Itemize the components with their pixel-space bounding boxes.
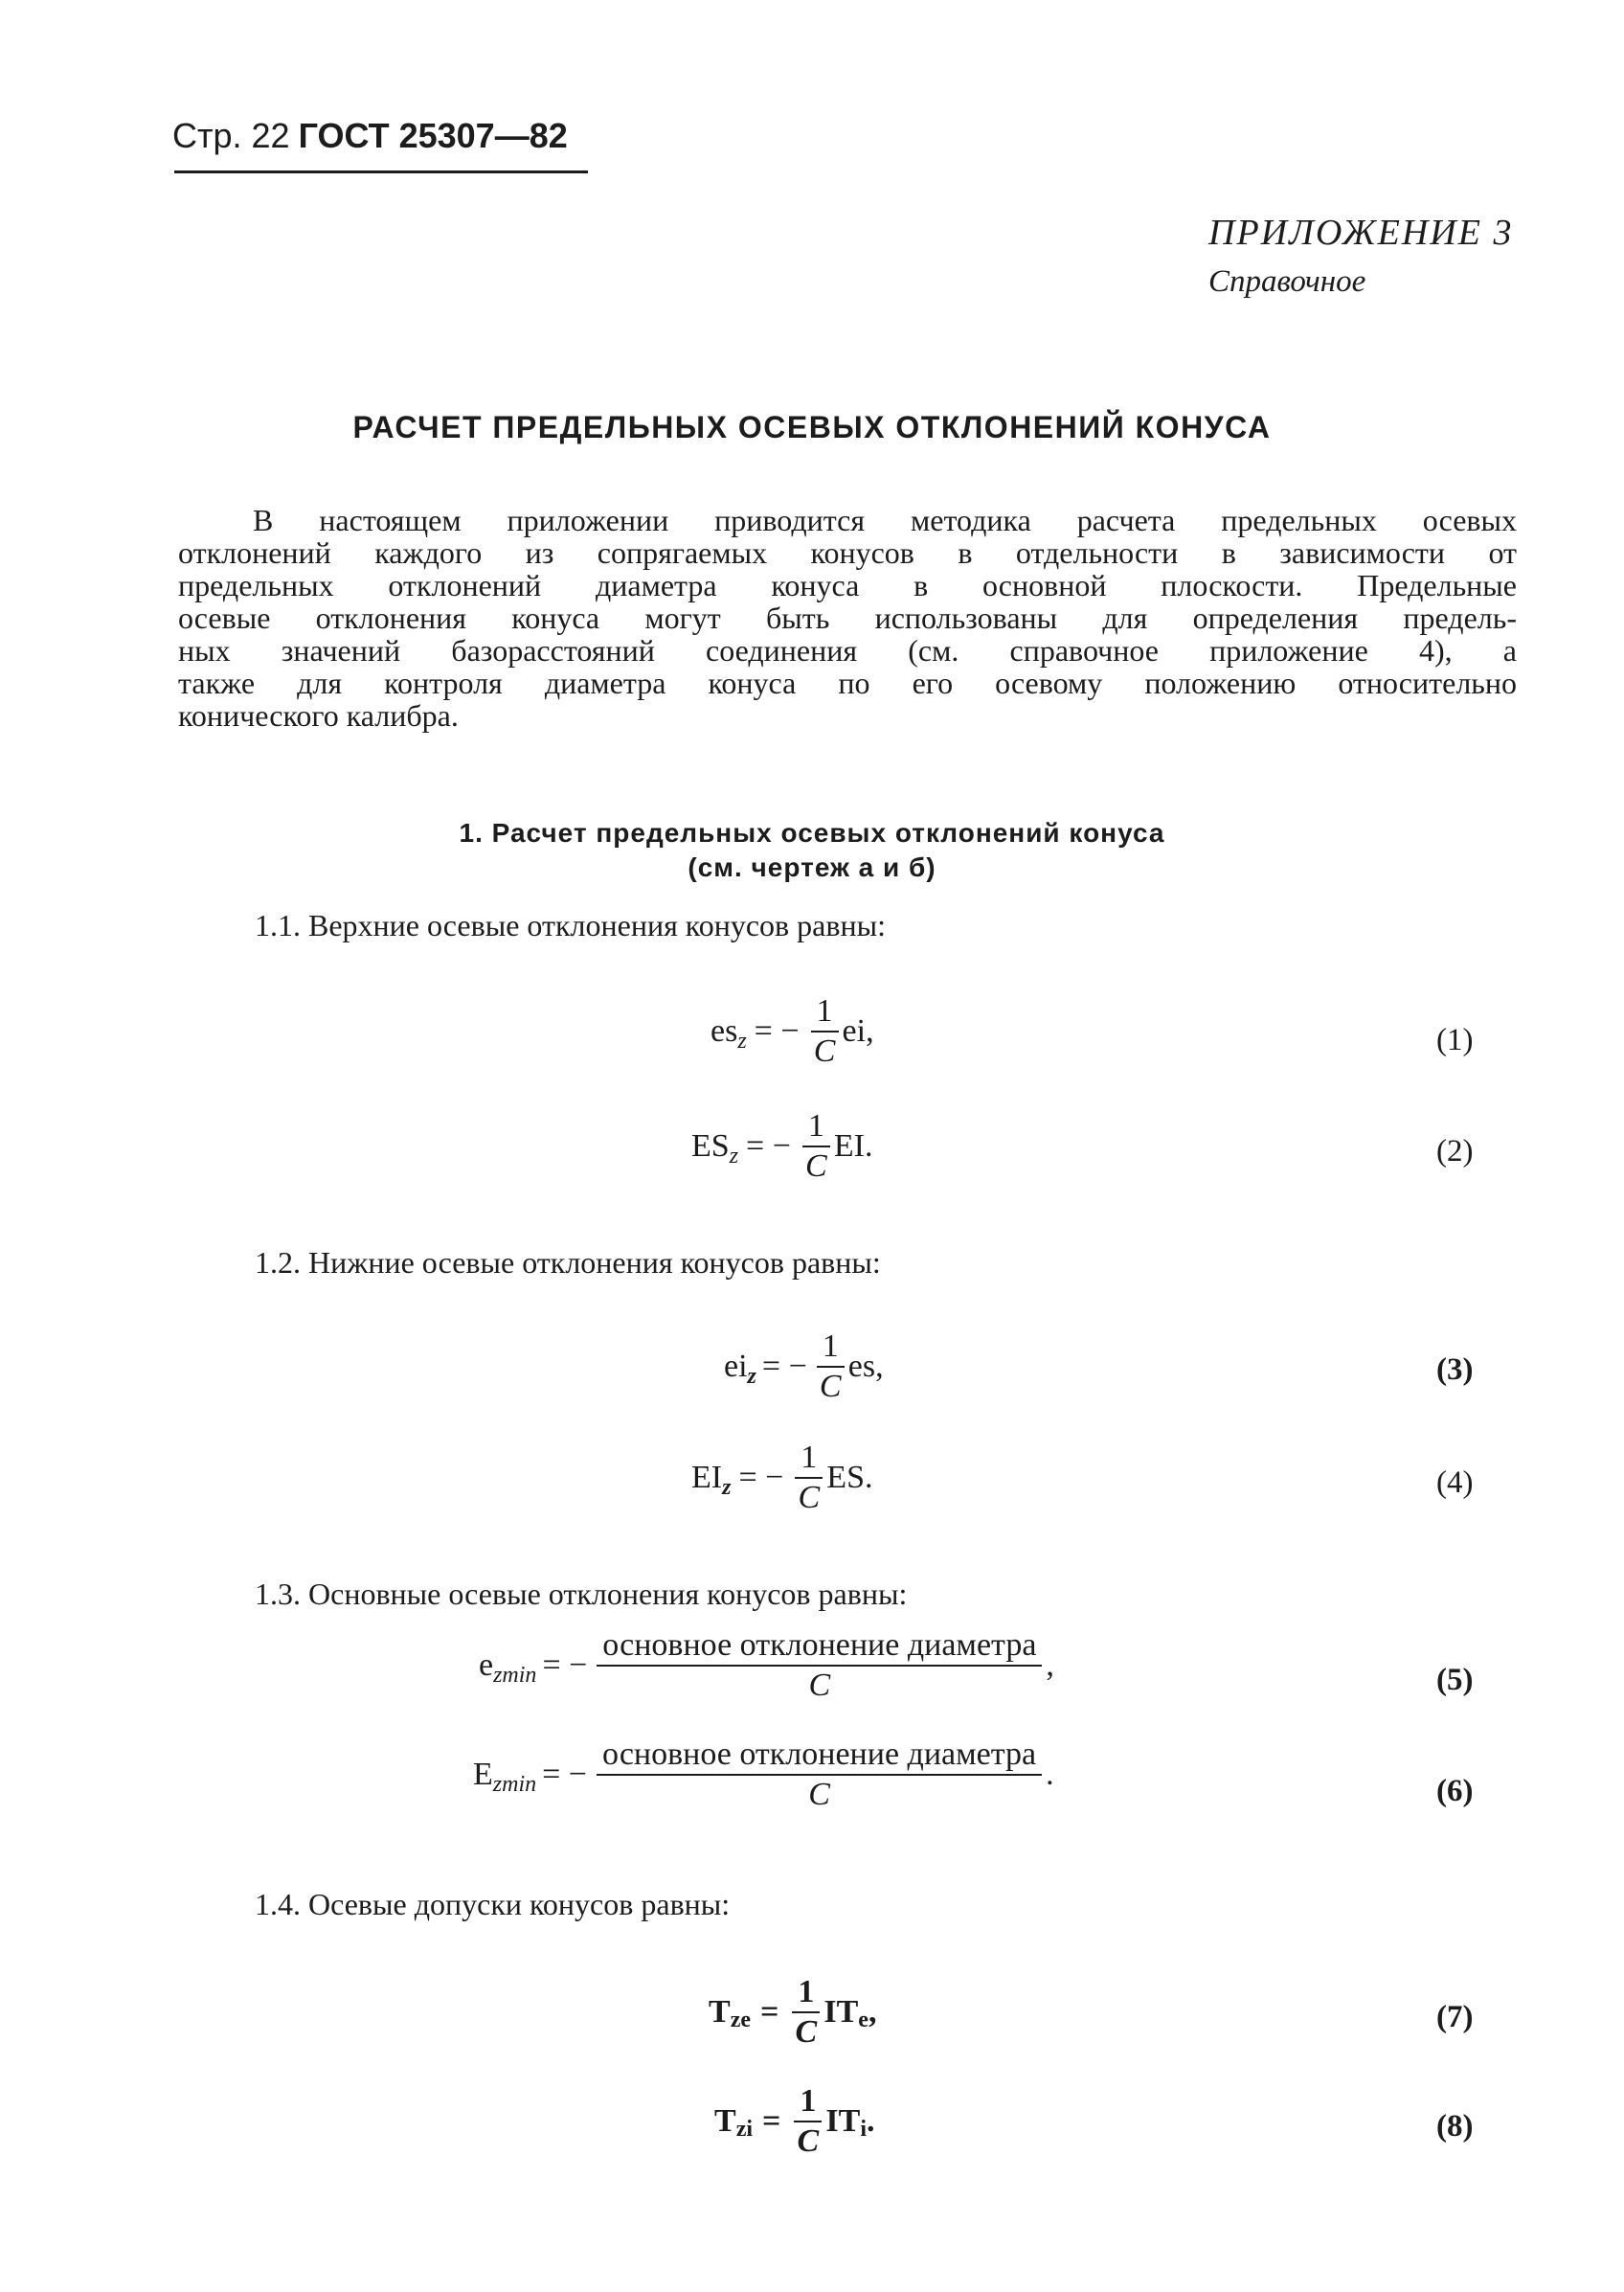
formula-lhs: E [473,1757,493,1792]
formula-fraction [802,1107,830,1186]
formula-rhs: , [1046,1647,1054,1683]
fraction-numerator: 1 [822,1328,839,1364]
formula-rhs-end: , [868,1994,877,2030]
standard-number: ГОСТ 25307—82 [298,116,568,155]
formula-op: = − [754,1013,800,1049]
appendix-subtitle: Справочное [1208,264,1366,299]
formula-op: = − [746,1128,791,1164]
intro-line: В настоящем приложении приводится методика расчета предельных осевых [253,503,1517,537]
formula-lhs-sub: z [747,1363,756,1389]
clause-1-1: 1.1. Верхние осевые отклонения конусов равны: [255,908,886,942]
formula-lhs-sub: zi [735,2116,754,2142]
formula-op: = [762,2103,781,2139]
formula-lhs: es [710,1013,738,1049]
formula-lhs: EI [691,1460,723,1495]
formula-1 [710,992,874,1071]
formula-rhs: es, [847,1349,884,1384]
appendix-title: ПРИЛОЖЕНИЕ 3 [1208,213,1514,253]
formula-lhs-sub: zmin [492,1771,537,1797]
formula-fraction [795,1439,823,1517]
formula-rhs: EI. [833,1128,873,1164]
formula-op: = − [542,1757,587,1792]
section-heading [0,816,1624,885]
equation-number: (2) [1436,1134,1474,1169]
fraction-denominator: C [813,1033,836,1069]
formula-op: = − [738,1460,784,1495]
intro-line: предельных отклонений диаметра конуса в основной плоскости. Предельные [178,568,1517,602]
clause-1-3: 1.3. Основные осевые отклонения конусов равны: [255,1577,908,1611]
formula-3 [724,1328,884,1406]
intro-line: отклонений каждого из сопрягаемых конусов в отдельности в зависимости от [178,535,1517,570]
formula-lhs: ei [724,1349,748,1384]
page-number: Стр. 22 [172,116,290,155]
formula-rhs: ei, [842,1013,874,1049]
equation-number: (5) [1436,1663,1474,1697]
intro-line: также для контроля диаметра конуса по его осевому положению относительно [178,666,1517,700]
fraction-numerator: 1 [816,993,833,1029]
formula-6 [473,1736,1054,1814]
formula-5 [479,1626,1054,1705]
section-heading-note: (см. чертеж а и б) [688,852,936,882]
formula-8 [714,2082,874,2161]
equation-number: (4) [1436,1465,1474,1500]
fraction-denominator: C [808,1668,831,1703]
intro-line: ных значений базорасстояний соединения (см. справочное приложение 4), а [178,633,1517,668]
formula-rhs-sub: i [860,2116,867,2142]
fraction-denominator: C [805,1148,827,1184]
fraction-numerator: основное отклонение диаметра [601,1736,1037,1772]
fraction-numerator: 1 [800,2083,817,2119]
fraction-denominator: C [798,1480,821,1515]
formula-rhs-end: . [866,2103,875,2139]
formula-lhs-sub: ze [730,2007,751,2032]
formula-lhs: e [479,1647,494,1683]
document-title: РАСЧЕТ ПРЕДЕЛЬНЫХ ОСЕВЫХ ОТКЛОНЕНИЙ КОНУСА [352,410,1272,444]
fraction-denominator: C [819,1369,842,1404]
formula-lhs: T [714,2103,736,2139]
intro-line: конического калибра. [178,698,459,733]
header-rule [174,170,588,173]
fraction-denominator: C [797,2123,820,2159]
formula-rhs: ES. [826,1460,873,1495]
formula-fraction [817,1328,845,1406]
formula-op: = − [542,1647,588,1683]
fraction-numerator: 1 [801,1440,818,1475]
formula-fraction [794,2082,822,2161]
fraction-denominator: C [808,1777,830,1812]
formula-lhs: ES [691,1128,730,1164]
fraction-numerator: основное отклонение диаметра [602,1627,1037,1663]
clause-1-2: 1.2. Нижние осевые отклонения конусов равны: [255,1245,881,1280]
formula-fraction [811,992,839,1071]
equation-number: (7) [1436,2000,1474,2034]
formula-lhs-sub: zmin [493,1662,537,1688]
formula-lhs: T [709,1994,731,2030]
formula-4 [691,1439,872,1517]
formula-rhs: IT [823,1994,859,2030]
formula-lhs-sub: z [722,1474,732,1500]
formula-op: = [760,1994,779,2030]
formula-op: = − [761,1349,807,1384]
formula-lhs-sub: z [737,1028,747,1054]
formula-fraction [597,1626,1042,1705]
formula-rhs: . [1046,1757,1054,1792]
equation-number: (6) [1436,1774,1474,1808]
formula-rhs: IT [825,2103,861,2139]
formula-fraction [792,1973,820,2052]
section-heading-title: 1. Расчет предельных осевых отклонений конуса [459,818,1165,848]
clause-1-4: 1.4. Осевые допуски конусов равны: [255,1887,731,1921]
intro-paragraph [178,504,1517,732]
formula-7 [709,1973,876,2052]
formula-2 [691,1107,872,1186]
formula-rhs-sub: e [858,2007,868,2032]
intro-line: осевые отклонения конуса могут быть использованы для определения предель- [178,601,1517,635]
fraction-numerator: 1 [807,1108,824,1144]
formula-lhs-sub: z [729,1143,739,1169]
fraction-numerator: 1 [798,1974,815,2009]
equation-number: (3) [1436,1352,1474,1387]
equation-number: (8) [1436,2109,1474,2144]
formula-fraction [597,1736,1042,1814]
fraction-denominator: C [795,2014,818,2050]
page-header [172,116,568,155]
equation-number: (1) [1436,1023,1474,1057]
